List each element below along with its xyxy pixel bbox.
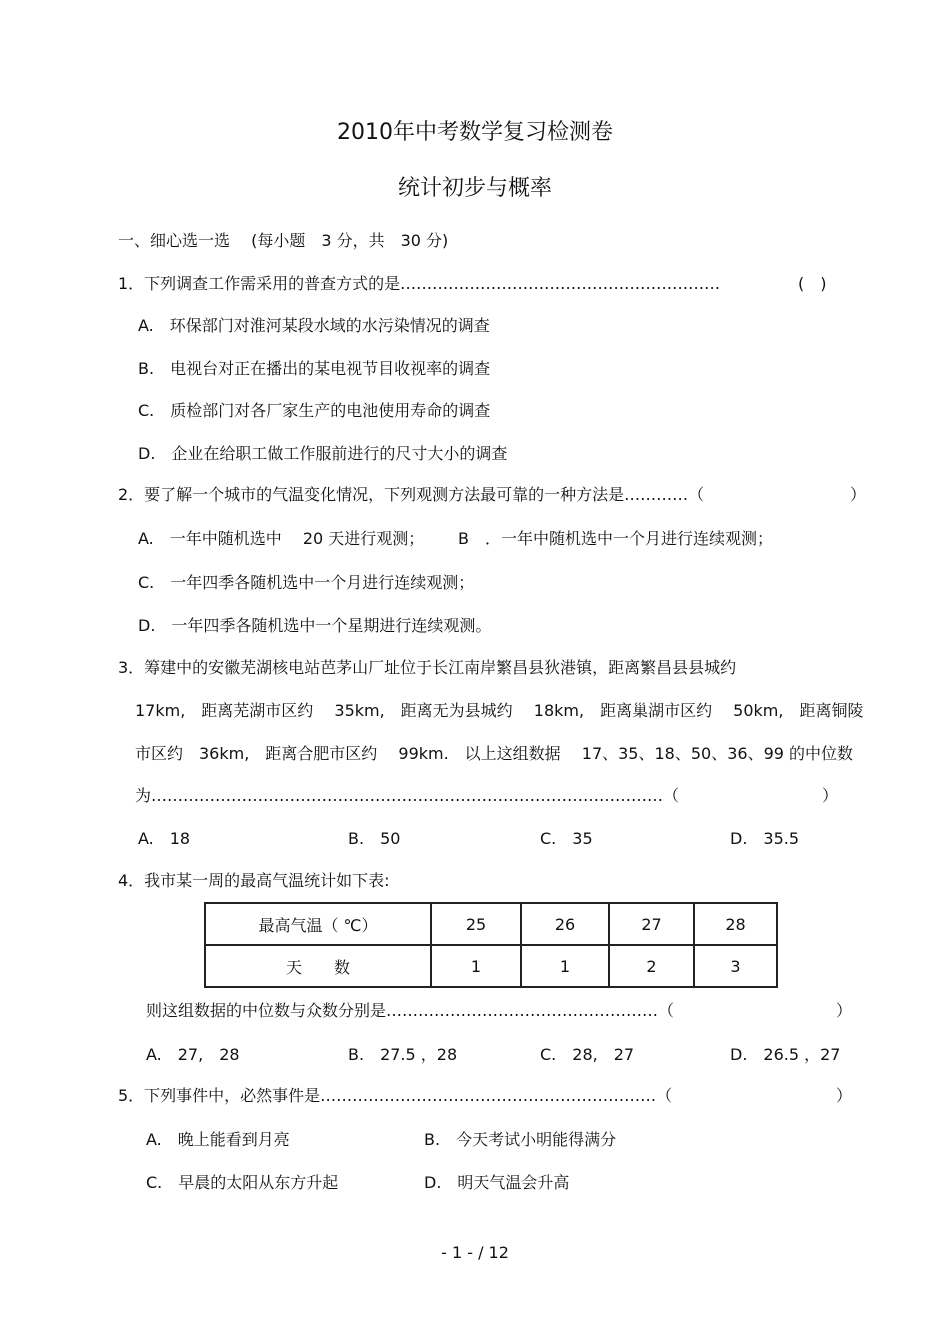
section-heading: 一、细心选一选 (每小题 3 分，共 30 分) xyxy=(118,231,449,250)
q4-option-c: C. 28, 27 xyxy=(540,1045,635,1064)
q1-stem: 1．下列调查工作需采用的普查方式的是…………………………………………………… xyxy=(118,274,721,293)
q2-option-c: C. 一年四季各随机选中一个月进行连续观测； xyxy=(138,573,475,592)
q4-option-d: D. 26.5 ，27 xyxy=(730,1045,841,1064)
page-number: - 1 - / 12 xyxy=(441,1243,509,1262)
table-cell: 3 xyxy=(694,945,777,987)
q2-bracket: ） xyxy=(850,485,867,504)
table-cell: 25 xyxy=(431,903,521,945)
table-cell: 2 xyxy=(609,945,694,987)
q1-option-b: B. 电视台对正在播出的某电视节目收视率的调查 xyxy=(138,359,491,378)
page-subtitle: 统计初步与概率 xyxy=(397,176,552,201)
q3-option-d: D. 35.5 xyxy=(730,829,800,848)
table-cell: 天 数 xyxy=(205,945,431,987)
q1-option-d: D. 企业在给职工做工作服前进行的尺寸大小的调查 xyxy=(138,444,508,463)
q2-stem: 2．要了解一个城市的气温变化情况，下列观测方法最可靠的一种方法是…………（ xyxy=(118,485,705,504)
q3-line-4: 为……………………………………………………………………………………（ xyxy=(135,786,679,805)
table-cell: 最高气温（ ℃） xyxy=(205,903,431,945)
q4-option-b: B. 27.5 ，28 xyxy=(348,1045,458,1064)
q4-bracket: ） xyxy=(836,1001,853,1020)
q3-option-c: C. 35 xyxy=(540,829,593,848)
q3-bracket: ） xyxy=(822,786,839,805)
q5-option-a: A. 晚上能看到月亮 xyxy=(146,1130,290,1149)
table-cell: 26 xyxy=(521,903,609,945)
q3-option-a: A. 18 xyxy=(138,829,191,848)
q3-line-3: 市区约 36km, 距离合肥市区约 99km. 以上这组数据 17、35、18、50、36、99 的中位数 xyxy=(135,744,854,763)
q5-option-b: B. 今天考试小明能得满分 xyxy=(424,1130,617,1149)
page-title: 2010年中考数学复习检测卷 xyxy=(337,120,613,145)
q4-option-a: A. 27, 28 xyxy=(146,1045,240,1064)
q4-question: 则这组数据的中位数与众数分别是……………………………………………（ xyxy=(146,1001,675,1020)
q2-option-d: D. 一年四季各随机选中一个星期进行连续观测。 xyxy=(138,616,492,635)
table-row xyxy=(205,945,777,987)
q2-option-a: A. 一年中随机选中 20 天进行观测； xyxy=(138,529,425,548)
table-cell: 1 xyxy=(521,945,609,987)
q4-stem: 4．我市某一周的最高气温统计如下表: xyxy=(118,871,390,890)
q5-option-c: C. 早晨的太阳从东方升起 xyxy=(146,1173,339,1192)
table-cell: 1 xyxy=(431,945,521,987)
q2-option-b: B ．一年中随机选中一个月进行连续观测； xyxy=(458,529,773,548)
q5-bracket: ） xyxy=(836,1086,853,1105)
table-row xyxy=(205,903,777,945)
q3-option-b: B. 50 xyxy=(348,829,401,848)
q5-option-d: D. 明天气温会升高 xyxy=(424,1173,570,1192)
q5-stem: 5．下列事件中，必然事件是………………………………………………………（ xyxy=(118,1086,673,1105)
q1-bracket: ( ) xyxy=(798,274,827,293)
q1-option-a: A. 环保部门对淮河某段水域的水污染情况的调查 xyxy=(138,316,490,335)
table-cell: 27 xyxy=(609,903,694,945)
q3-line-1: 3．筹建中的安徽芜湖核电站芭茅山厂址位于长江南岸繁昌县狄港镇，距离繁昌县县城约 xyxy=(118,658,737,677)
q3-line-2: 17km, 距离芜湖市区约 35km, 距离无为县城约 18km, 距离巢湖市区约 50km, 距离铜陵 xyxy=(135,701,864,720)
table-cell: 28 xyxy=(694,903,777,945)
temperature-table xyxy=(204,902,778,988)
q1-option-c: C. 质检部门对各厂家生产的电池使用寿命的调查 xyxy=(138,401,491,420)
